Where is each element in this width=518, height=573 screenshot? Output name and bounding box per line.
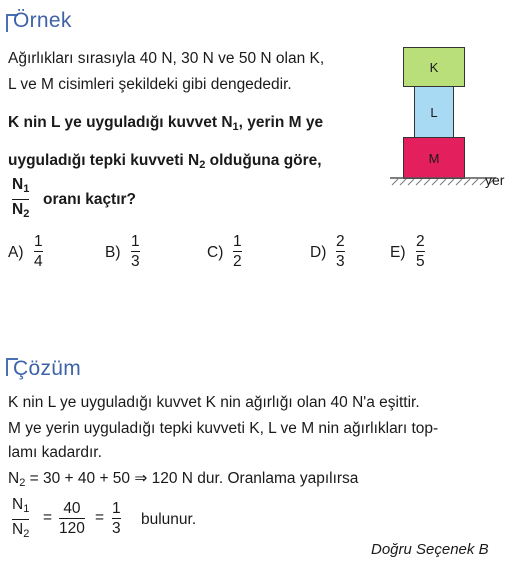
ratio-num-letter: N	[12, 176, 24, 193]
equation-sub: 2	[19, 477, 26, 489]
choice-fraction	[233, 233, 242, 270]
example-title: Örnek	[13, 9, 72, 32]
choice-fraction-bar	[336, 251, 345, 252]
choice-label: C)	[207, 244, 224, 261]
choice-label: D)	[310, 244, 327, 261]
choice-numerator: 1	[131, 233, 140, 250]
block-m	[403, 137, 465, 179]
question-line-2-sub: 2	[199, 159, 206, 171]
problem-line-1: Ağırlıkları sırasıyla 40 N, 30 N ve 50 N olan K,	[8, 50, 325, 67]
value-den: 120	[59, 520, 85, 538]
choice-fraction-bar	[233, 251, 242, 252]
choice-fraction-bar	[416, 251, 425, 252]
value-num: 40	[63, 500, 81, 517]
solution-ratio-den-letter: N	[12, 521, 24, 539]
solution-equation	[8, 469, 358, 493]
equals-sign-1: =	[43, 509, 53, 526]
ratio-num-sub: 1	[23, 183, 30, 195]
solution-ratio	[12, 496, 29, 543]
solution-ratio-den	[12, 521, 29, 543]
choice-numerator: 1	[233, 233, 242, 250]
choice-numerator: 1	[34, 233, 43, 250]
question-ratio-bar	[12, 199, 29, 200]
choice-fraction	[131, 233, 140, 270]
ratio-den-letter: N	[12, 201, 24, 219]
choice-denominator: 2	[233, 253, 242, 271]
equals-sign-2: =	[95, 509, 105, 526]
block-m-label: M	[428, 150, 440, 166]
solution-line-1: K nin L ye uyguladığı kuvvet K nin ağırlığı olan 40 N'a eşittir.	[8, 394, 420, 411]
simplified-fraction	[112, 500, 121, 537]
solution-line-3: lamı kadardır.	[8, 444, 102, 461]
question-line-1-pre: K nin L ye uyguladığı kuvvet N	[8, 114, 233, 131]
simplified-num: 1	[112, 500, 121, 517]
value-fraction	[59, 500, 85, 537]
question-line-2-pre: uyguladığı tepki kuvveti N	[8, 152, 200, 169]
choice-fraction-bar	[34, 251, 43, 252]
question-line-1-sub: 1	[232, 121, 239, 133]
choice-fraction	[34, 233, 43, 270]
choice-denominator: 4	[34, 253, 43, 271]
choice-numerator: 2	[336, 233, 345, 250]
simplified-den: 3	[112, 520, 121, 538]
question-line-2-post: olduğuna göre,	[205, 152, 322, 169]
choice-numerator: 2	[416, 233, 425, 250]
question-line-1-post: , yerin M ye	[238, 114, 324, 131]
block-l-label: L	[430, 104, 438, 120]
solution-line-2: M ye yerin uyguladığı tepki kuvveti K, L ve M nin ağırlıkları top-	[8, 420, 439, 437]
ratio-den-sub: 2	[23, 208, 30, 221]
value-bar	[59, 518, 85, 519]
solution-title: Çözüm	[13, 357, 82, 380]
found-text: bulunur.	[141, 511, 197, 528]
question-ratio-num	[12, 176, 29, 198]
choice-fraction	[416, 233, 425, 270]
correct-answer: Doğru Seçenek B	[371, 541, 489, 558]
question-ratio	[12, 176, 29, 223]
block-k-label: K	[429, 59, 439, 75]
block-l	[414, 86, 454, 138]
choice-label: A)	[8, 244, 24, 261]
question-line-1	[8, 113, 323, 137]
ground-label: yer	[485, 172, 505, 188]
choice-denominator: 5	[416, 253, 425, 271]
solution-ratio-num-letter: N	[12, 496, 24, 513]
solution-ratio-den-sub: 2	[23, 528, 30, 541]
choice-fraction-bar	[131, 251, 140, 252]
choice-label: B)	[105, 244, 121, 261]
choice-denominator: 3	[131, 253, 140, 271]
choice-fraction	[336, 233, 345, 270]
block-k	[403, 47, 465, 87]
question-ratio-den	[12, 201, 29, 223]
choice-label: E)	[390, 244, 406, 261]
solution-ratio-bar	[12, 519, 29, 520]
question-line-3: oranı kaçtır?	[43, 191, 137, 208]
problem-line-2: L ve M cisimleri şekildeki gibi dengededir.	[8, 76, 292, 93]
equation-post: = 30 + 40 + 50 ⇒ 120 N dur. Oranlama yapılırsa	[25, 470, 359, 487]
equation-pre: N	[8, 470, 20, 487]
choice-denominator: 3	[336, 253, 345, 271]
question-line-2	[8, 151, 322, 175]
simplified-bar	[112, 518, 121, 519]
solution-ratio-num-sub: 1	[23, 503, 30, 515]
solution-ratio-num	[12, 496, 29, 518]
